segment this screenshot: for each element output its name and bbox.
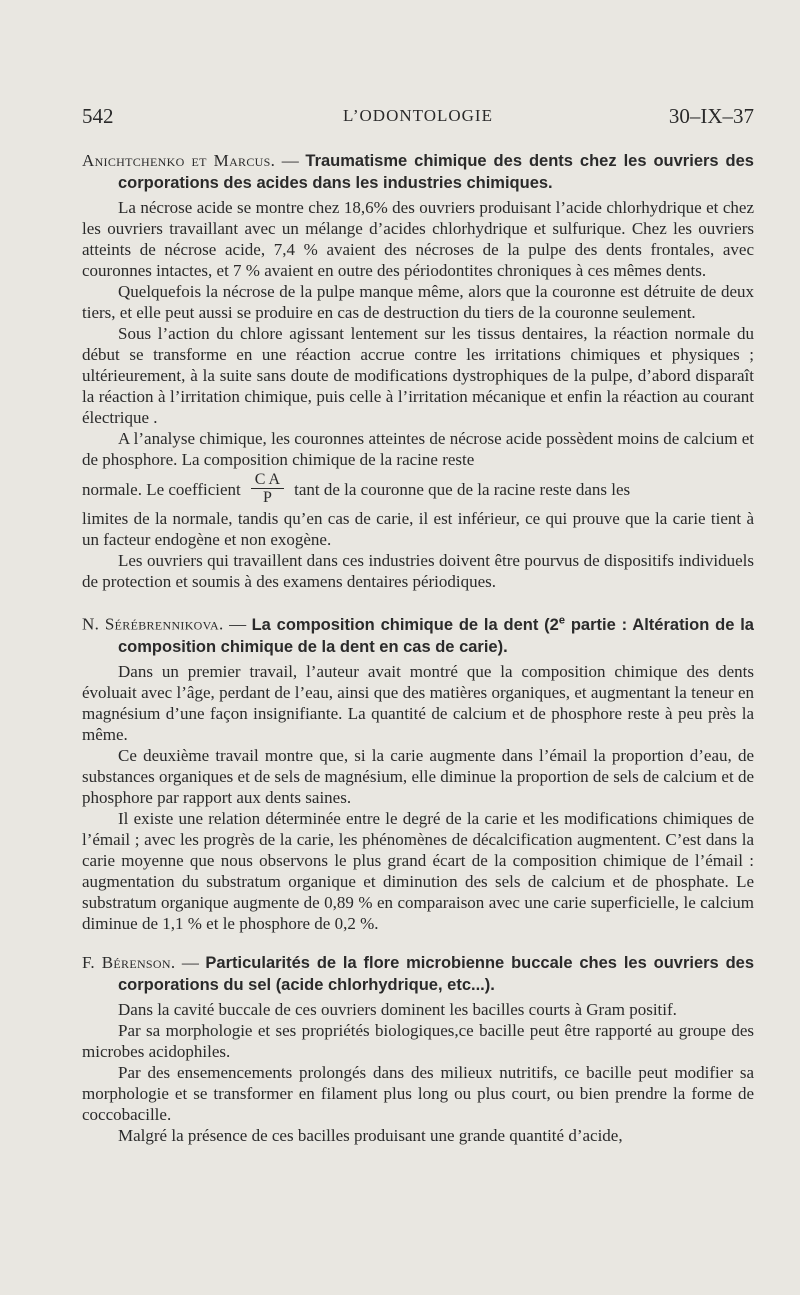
journal-title: L’ODONTOLOGIE	[343, 106, 493, 125]
article-berenson	[82, 952, 754, 1146]
fraction-numerator: C A	[251, 472, 284, 489]
article-author: F. Bérenson.	[82, 952, 176, 972]
formula-line	[82, 472, 754, 506]
paragraph: Les ouvriers qui travaillent dans ces industries doivent être pourvus de dispositifs individuels de protection et soumis à des examens dentaires périodiques.	[82, 551, 754, 591]
paragraph: Dans un premier travail, l’auteur avait montré que la composition chimique des dents évoluait avec l’âge, perdant de l’eau, ainsi que des matières organiques, et augmentant la teneur en magnésium d’une façon insignifiante. La quantité de calcium et de phosphore reste à peu près la même.	[82, 661, 754, 744]
article-title: La composition chimique de la dent (2e partie : Altération de la composition chimique de la dent en cas de carie).	[118, 614, 754, 656]
article-title: Traumatisme chimique des dents chez les ouvriers des corporations des acides dans les industries chimiques.	[118, 152, 754, 192]
paragraph: Malgré la présence de ces bacilles produisant une grande quantité d’acide,	[118, 1125, 623, 1145]
paragraph: Ce deuxième travail montre que, si la carie augmente dans l’émail la proportion d’eau, de substances organiques et de sels de magnésium, elle diminue la proportion de sels de calcium et de phosphore par rapport aux dents saines.	[82, 745, 754, 807]
page-header	[82, 104, 754, 134]
paragraph: limites de la normale, tandis qu’en cas de carie, il est inférieur, ce qui prouve que la carie tient à un facteur endogène et non exogène.	[82, 509, 754, 549]
paragraph: La nécrose acide se montre chez 18,6% des ouvriers produisant l’acide chlorhydrique et chez les ouvriers travaillant avec un mélange d’acides chlorhydrique et sulfurique. Chez les ouvriers atteints de nécrose acide, 7,4 % avaient des nécroses de la pulpe des dents frontales, avec couronnes intactes, et 7 % avaient en outre des périodontites chroniques à ces mêmes dents.	[82, 198, 754, 280]
paragraph: Sous l’action du chlore agissant lentement sur les tissus dentaires, la réaction normale du début se transforme en une réaction accrue contre les irritations chimiques et physiques ; ultérieurement, à la suite sans doute de modifications dystrophiques de la pulpe, d’abord disparaît la réaction à l’irritation chimique, puis celle à l’irritation mécanique et enfin la réaction au courant électrique .	[82, 324, 754, 427]
coefficient-fraction	[251, 472, 284, 506]
article-author: N. Sérébrennikova.	[82, 614, 224, 634]
article-serebrennikova	[82, 610, 754, 934]
fraction-denominator: P	[262, 489, 272, 506]
formula-text-after: tant de la couronne que de la racine reste dans les	[294, 479, 631, 499]
article-heading: Anichtchenko et Marcus. — Traumatisme chimique des dents chez les ouvriers des corporations des acides dans les industries chimiques.	[82, 151, 754, 192]
paragraph: Par des ensemencements prolongés dans des milieux nutritifs, ce bacille peut modifier sa morphologie et se transformer en filament plus long ou plus court, ou bien prendre la forme de coccobacille.	[82, 1062, 754, 1124]
paragraph: Il existe une relation déterminée entre le degré de la carie et les modifications chimiques de l’émail ; avec les progrès de la carie, les phénomènes de décalcification augmentent. C’est dans la carie moyenne que nous observons le plus grand écart de la composition chimique de l’émail : augmentation du substratum organique et diminution des sels de calcium et de phosphate. Le substratum organique augmente de 0,89 % en comparaison avec une carie superficielle, le calcium diminue de 1,1 % et le phosphore de 0,2 %.	[82, 808, 754, 933]
issue-date: 30–IX–37	[668, 104, 754, 128]
paragraph: A l’analyse chimique, les couronnes atteintes de nécrose acide possèdent moins de calcium et de phosphore. La composition chimique de la racine reste	[82, 429, 754, 469]
page-number: 542	[82, 104, 114, 128]
page-body	[82, 150, 754, 1146]
paragraph: Par sa morphologie et ses propriétés biologiques,ce bacille peut être rapporté au groupe des microbes acidophiles.	[82, 1020, 754, 1061]
formula-text-before: normale. Le coefficient	[82, 479, 241, 499]
article-author: Anichtchenko et Marcus.	[82, 151, 276, 170]
paragraph: Quelquefois la nécrose de la pulpe manque même, alors que la couronne est détruite de deux tiers, et elle peut aussi se produire en cas de destruction du tiers de la couronne seulement.	[82, 282, 754, 322]
article-heading: F. Bérenson. — Particularités de la flore microbienne buccale ches les ouvriers des corporations du sel (acide chlorhydrique, etc...).	[82, 952, 755, 994]
paragraph: Dans la cavité buccale de ces ouvriers dominent les bacilles courts à Gram positif.	[118, 999, 677, 1019]
article-title: Particularités de la flore microbienne buccale ches les ouvriers des corporations du sel (acide chlorhydrique, etc...).	[118, 953, 755, 994]
article-heading: N. Sérébrennikova. — La composition chimique de la dent (2e partie : Altération de la composition chimique de la dent en cas de carie).	[82, 614, 754, 656]
article-anichtchenko	[82, 150, 754, 592]
